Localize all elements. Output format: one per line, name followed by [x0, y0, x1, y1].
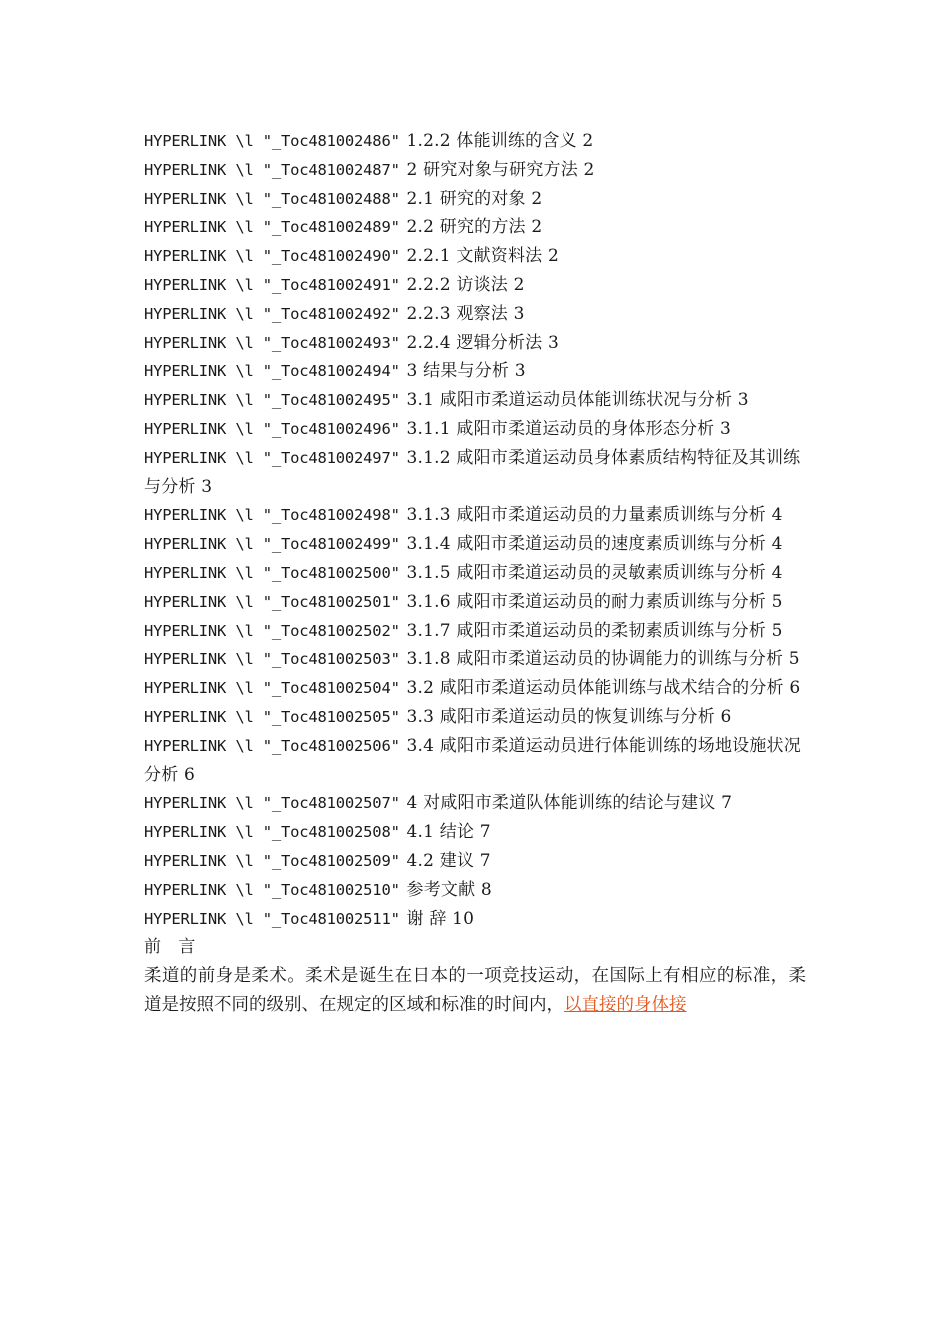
toc-entry[interactable]: [144, 415, 806, 444]
toc-entry[interactable]: [144, 847, 806, 876]
preface-hyperlink[interactable]: 以直接的身体接: [564, 994, 687, 1015]
toc-entry[interactable]: [144, 732, 806, 790]
toc-entry-text: 2.2.4 逻辑分析法 3: [406, 332, 559, 353]
toc-field-code: HYPERLINK \l ": [144, 880, 272, 899]
toc-entry-text: 3.1.8 咸阳市柔道运动员的协调能力的训练与分析 5: [406, 649, 800, 670]
toc-field-code: HYPERLINK \l ": [144, 650, 272, 669]
toc-field-code: HYPERLINK \l ": [144, 448, 272, 467]
toc-anchor: _Toc481002488": [271, 189, 400, 208]
toc-anchor: _Toc481002511": [271, 909, 400, 928]
toc-anchor: _Toc481002501": [271, 592, 400, 611]
toc-entry-text: 3.1.4 咸阳市柔道运动员的速度素质训练与分析 4: [406, 534, 783, 555]
toc-entry-text: 3.3 咸阳市柔道运动员的恢复训练与分析 6: [406, 706, 732, 727]
toc-entry[interactable]: [144, 905, 806, 934]
toc-entry-text: 4.1 结论 7: [406, 822, 491, 843]
toc-entry[interactable]: [144, 271, 806, 300]
toc-entry[interactable]: [144, 617, 806, 646]
toc-field-code: HYPERLINK \l ": [144, 909, 272, 928]
toc-entry-text: 4.2 建议 7: [406, 850, 491, 871]
toc-anchor: _Toc481002492": [271, 304, 400, 323]
toc-entry[interactable]: [144, 127, 806, 156]
toc-entry[interactable]: [144, 501, 806, 530]
toc-anchor: _Toc481002497": [271, 448, 400, 467]
toc-entry[interactable]: [144, 444, 806, 502]
toc-entry[interactable]: [144, 357, 806, 386]
toc-anchor: _Toc481002509": [271, 851, 400, 870]
toc-field-code: HYPERLINK \l ": [144, 304, 272, 323]
toc-entry-text: 2.1 研究的对象 2: [406, 188, 543, 209]
toc-field-code: HYPERLINK \l ": [144, 247, 272, 266]
toc-anchor: _Toc481002504": [271, 679, 400, 698]
toc-entry[interactable]: [144, 242, 806, 271]
toc-entry-text: 谢 辞 10: [406, 908, 475, 929]
toc-anchor: _Toc481002490": [271, 247, 400, 266]
toc-field-code: HYPERLINK \l ": [144, 189, 272, 208]
toc-field-code: HYPERLINK \l ": [144, 132, 272, 150]
toc-entry[interactable]: [144, 559, 806, 588]
preface-heading: 前 言: [144, 937, 202, 958]
toc-anchor: _Toc481002499": [271, 535, 400, 554]
toc-field-code: HYPERLINK \l ": [144, 218, 272, 237]
toc-anchor: _Toc481002487": [271, 160, 400, 179]
toc-entry-text: 3.1.1 咸阳市柔道运动员的身体形态分析 3: [406, 418, 731, 439]
toc-entry[interactable]: [144, 213, 806, 242]
toc-entry-text: 2.2.2 访谈法 2: [406, 274, 525, 295]
toc-anchor: _Toc481002495": [271, 391, 400, 410]
toc-entry[interactable]: [144, 300, 806, 329]
toc-field-code: HYPERLINK \l ": [144, 563, 272, 582]
toc-entry[interactable]: [144, 876, 806, 905]
toc-entry-text: 4 对咸阳市柔道队体能训练的结论与建议 7: [406, 793, 733, 814]
preface-paragraph: [144, 962, 806, 1020]
toc-anchor: _Toc481002498": [271, 506, 400, 525]
toc-field-code: HYPERLINK \l ": [144, 419, 272, 438]
toc-anchor: _Toc481002503": [271, 650, 400, 669]
toc-field-code: HYPERLINK \l ": [144, 333, 272, 352]
toc-field-code: HYPERLINK \l ": [144, 362, 272, 381]
toc-field-code: HYPERLINK \l ": [144, 679, 272, 698]
toc-anchor: _Toc481002489": [271, 218, 400, 237]
toc-entry[interactable]: [144, 645, 806, 674]
toc-field-code: HYPERLINK \l ": [144, 736, 272, 755]
toc-entry[interactable]: [144, 818, 806, 847]
toc-field-code: HYPERLINK \l ": [144, 506, 272, 525]
toc-entry-text: 3.1.2 咸阳市柔道运动员身体素质结构特征及其训练与分析 3: [144, 447, 801, 497]
toc-field-code: HYPERLINK \l ": [144, 391, 272, 410]
toc-entry-text: 2.2.1 文献资料法 2: [406, 246, 559, 267]
toc-anchor: _Toc481002505": [271, 707, 400, 726]
toc-anchor: _Toc481002493": [271, 333, 400, 352]
toc-entry-text: 3.1.6 咸阳市柔道运动员的耐力素质训练与分析 5: [406, 591, 783, 612]
toc-anchor: _Toc481002486": [271, 132, 400, 150]
preface-text: 柔道的前身是柔术。柔术是诞生在日本的一项竞技运动，在国际上有相应的标准，柔道是按照不同的级别、在规定的区域和标准的时间内，: [144, 966, 806, 1015]
toc-entry-text: 3.1.5 咸阳市柔道运动员的灵敏素质训练与分析 4: [406, 562, 783, 583]
toc-field-code: HYPERLINK \l ": [144, 275, 272, 294]
toc-entry-text: 参考文献 8: [406, 879, 492, 900]
toc-field-code: HYPERLINK \l ": [144, 823, 272, 842]
toc-field-code: HYPERLINK \l ": [144, 535, 272, 554]
toc-field-code: HYPERLINK \l ": [144, 851, 272, 870]
toc-entry[interactable]: [144, 789, 806, 818]
toc-entry-text: 3.1.3 咸阳市柔道运动员的力量素质训练与分析 4: [406, 505, 783, 526]
toc-entry-text: 2.2 研究的方法 2: [406, 217, 543, 238]
toc-field-code: HYPERLINK \l ": [144, 592, 272, 611]
toc-field-code: HYPERLINK \l ": [144, 160, 272, 179]
toc-field-code: HYPERLINK \l ": [144, 707, 272, 726]
toc-entry[interactable]: [144, 530, 806, 559]
toc-anchor: _Toc481002496": [271, 419, 400, 438]
toc-entry-text: 3.4 咸阳市柔道运动员进行体能训练的场地设施状况分析 6: [144, 735, 801, 785]
toc-entry-text: 2.2.3 观察法 3: [406, 303, 525, 324]
toc-field-code: HYPERLINK \l ": [144, 794, 272, 813]
toc-anchor: _Toc481002500": [271, 563, 400, 582]
table-of-contents: [144, 127, 806, 933]
toc-anchor: _Toc481002494": [271, 362, 400, 381]
toc-entry[interactable]: [144, 703, 806, 732]
toc-anchor: _Toc481002507": [271, 794, 400, 813]
toc-entry-text: 3 结果与分析 3: [406, 361, 526, 382]
toc-anchor: _Toc481002491": [271, 275, 400, 294]
toc-entry[interactable]: [144, 185, 806, 214]
toc-entry-text: 3.2 咸阳市柔道运动员体能训练与战术结合的分析 6: [406, 678, 801, 699]
toc-anchor: _Toc481002506": [271, 736, 400, 755]
toc-entry[interactable]: [144, 386, 806, 415]
toc-entry-text: 3.1.7 咸阳市柔道运动员的柔韧素质训练与分析 5: [406, 620, 783, 641]
toc-anchor: _Toc481002510": [271, 880, 400, 899]
toc-entry[interactable]: [144, 156, 806, 185]
toc-entry[interactable]: [144, 588, 806, 617]
toc-entry[interactable]: [144, 329, 806, 358]
toc-entry-text: 2 研究对象与研究方法 2: [406, 159, 595, 180]
toc-entry[interactable]: [144, 674, 806, 703]
document-page: [144, 127, 806, 1020]
toc-anchor: _Toc481002508": [271, 823, 400, 842]
toc-entry-text: 1.2.2 体能训练的含义 2: [406, 131, 594, 151]
toc-entry-text: 3.1 咸阳市柔道运动员体能训练状况与分析 3: [406, 390, 749, 411]
toc-anchor: _Toc481002502": [271, 621, 400, 640]
toc-field-code: HYPERLINK \l ": [144, 621, 272, 640]
